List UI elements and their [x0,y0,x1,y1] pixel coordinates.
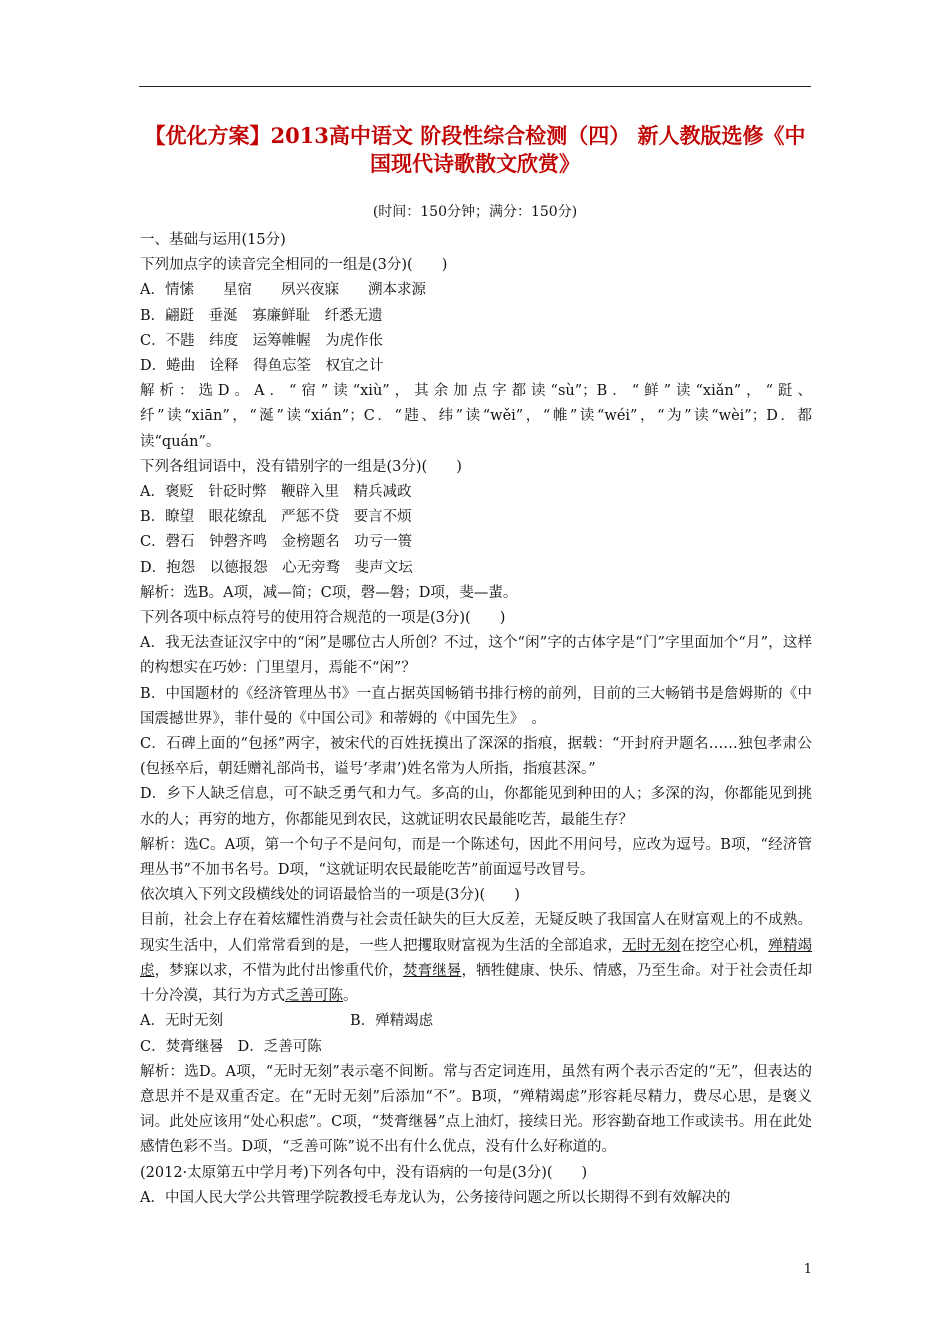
option: D．蜷曲 诠释 得鱼忘筌 权宜之计 [140,358,384,375]
analysis: 解析：选D。A项，“无时无刻”表示毫不间断。常与否定词连用，虽然有两个表示否定的“无”，但表达的意思并不是双重否定。在“无时无刻”后添加“不”。B项，“殚精竭虑”形容耗尽精力，费尽心思，是褒义词。此处应该用“处心积虑”。C项，“焚膏继晷”点上油灯，接续日光。形容勤奋地工作或读书。用在此处感情色彩不当。D项，“乏善可陈”说不出有什么优点，没有什么好称道的。 [140,1063,812,1156]
underlined-term: 无时无刻 [622,937,681,954]
page-number: 1 [803,1262,812,1277]
passage-text: ，牺牲健康、快乐、情感，乃至生命。对于社会责任却十分冷漠，其行为方式 [140,962,813,1005]
option: B．瞭望 眼花缭乱 严惩不贷 要言不烦 [140,509,412,526]
document-title: 【优化方案】2013高中语文 阶段性综合检测（四） 新人教版选修《中国现代诗歌散文欣赏》 [144,123,806,176]
option: B．殚精竭虑 [350,1013,434,1030]
passage-text: 。 [343,988,358,1005]
option: C．焚膏继晷 [140,1038,224,1055]
option-row [140,1035,812,1060]
passage [140,908,812,1009]
underlined-term: 焚膏继晷 [403,962,462,979]
question-stem: 下列各项中标点符号的使用符合规范的一项是(3分)( ) [140,610,506,627]
passage-text: 在挖空心机， [680,937,769,954]
option: A．褒贬 针砭时弊 鞭辟入里 精兵减政 [140,484,412,501]
option: B．翩跹 垂涎 寡廉鲜耻 纤悉无遗 [140,307,383,324]
question-stem: (2012·太原第五中学月考)下列各句中，没有语病的一句是(3分)( ) [140,1164,588,1181]
option: A．我无法查证汉字中的“闲”是哪位古人所创？不过，这个“闲”字的古体字是“门”字里面加个“月”，这样的构想实在巧妙：门里望月，焉能不“闲”？ [140,635,812,677]
question-stem: 下列加点字的读音完全相同的一组是(3分)( ) [140,257,448,274]
passage-text: 目前，社会上存在着炫耀性消费与社会责任缺失的巨大反差，无疑反映了我国富人在财富观上的不成熟。现实生活中，人们常常看到的是，一些人把攫取财富视为生活的全部追求， [140,912,812,954]
option: C．磬石 钟磬齐鸣 金榜题名 功亏一篑 [140,534,413,551]
option: A．中国人民大学公共管理学院教授毛寿龙认为，公务接待问题之所以长期得不到有效解决的 [140,1189,731,1206]
option: A．情愫 星宿 夙兴夜寐 溯本求源 [140,282,426,299]
analysis: 解析：选B。A项，减—简；C项，磬—磐；D项，斐—蜚。 [140,584,518,601]
exam-meta: (时间：150分钟；满分：150分) [372,204,578,220]
question-stem: 下列各组词语中，没有错别字的一组是(3分)( ) [140,458,462,475]
option: B．中国题材的《经济管理丛书》一直占据英国畅销书排行榜的前列，目前的三大畅销书是詹姆斯的《中国震撼世界》，菲什曼的《中国公司》和蒂姆的《中国先生》 。 [140,685,812,727]
option: D．乏善可陈 [237,1038,322,1055]
option: D．乡下人缺乏信息，可不缺乏勇气和力气。多高的山，你都能见到种田的人；多深的沟，你都能见到挑水的人；再穷的地方，你都能见到农民，这就证明农民最能吃苦，最能生存？ [140,786,812,828]
analysis: 解析：选D。A．“宿”读“xiù”，其余加点字都读“sù”；B．“鲜”读“xiǎn”，“跹、纤”读“xiān”，“涎”读“xián”；C．“韪、纬”读“wěi”，“帷”读“wéi”，“为”读“wèi”；D．都读“quán”。 [140,383,812,450]
header-rule [139,86,811,87]
underlined-term: 乏善可陈 [285,988,343,1005]
option: D．抱怨 以德报怨 心无旁骛 斐声文坛 [140,559,413,576]
option: C．石碑上面的“包拯”两字，被宋代的百姓抚摸出了深深的指痕，据载：“开封府尹题名……独包孝肃公(包拯卒后，朝廷赠礼部尚书，谥号‘孝肃’)姓名常为人所指，指痕甚深。” [140,736,812,778]
section-heading: 一、基础与运用(15分) [140,232,286,248]
passage-text: ，梦寐以求，不惜为此付出惨重代价， [154,962,404,979]
question-stem: 依次填入下列文段横线处的词语最恰当的一项是(3分)( ) [140,887,520,904]
option: C．不韪 纬度 运筹帷幄 为虎作伥 [140,332,384,349]
analysis: 解析：选C。A项，第一个句子不是问句，而是一个陈述句，因此不用问号，应改为逗号。B项，“经济管理丛书”不加书名号。D项，“这就证明农民最能吃苦”前面逗号改冒号。 [140,836,812,879]
option: A．无时无刻 [140,1013,223,1030]
document-body [140,228,812,1211]
option-row [140,1009,812,1034]
underlined-term: 殚精竭虑 [140,937,813,979]
